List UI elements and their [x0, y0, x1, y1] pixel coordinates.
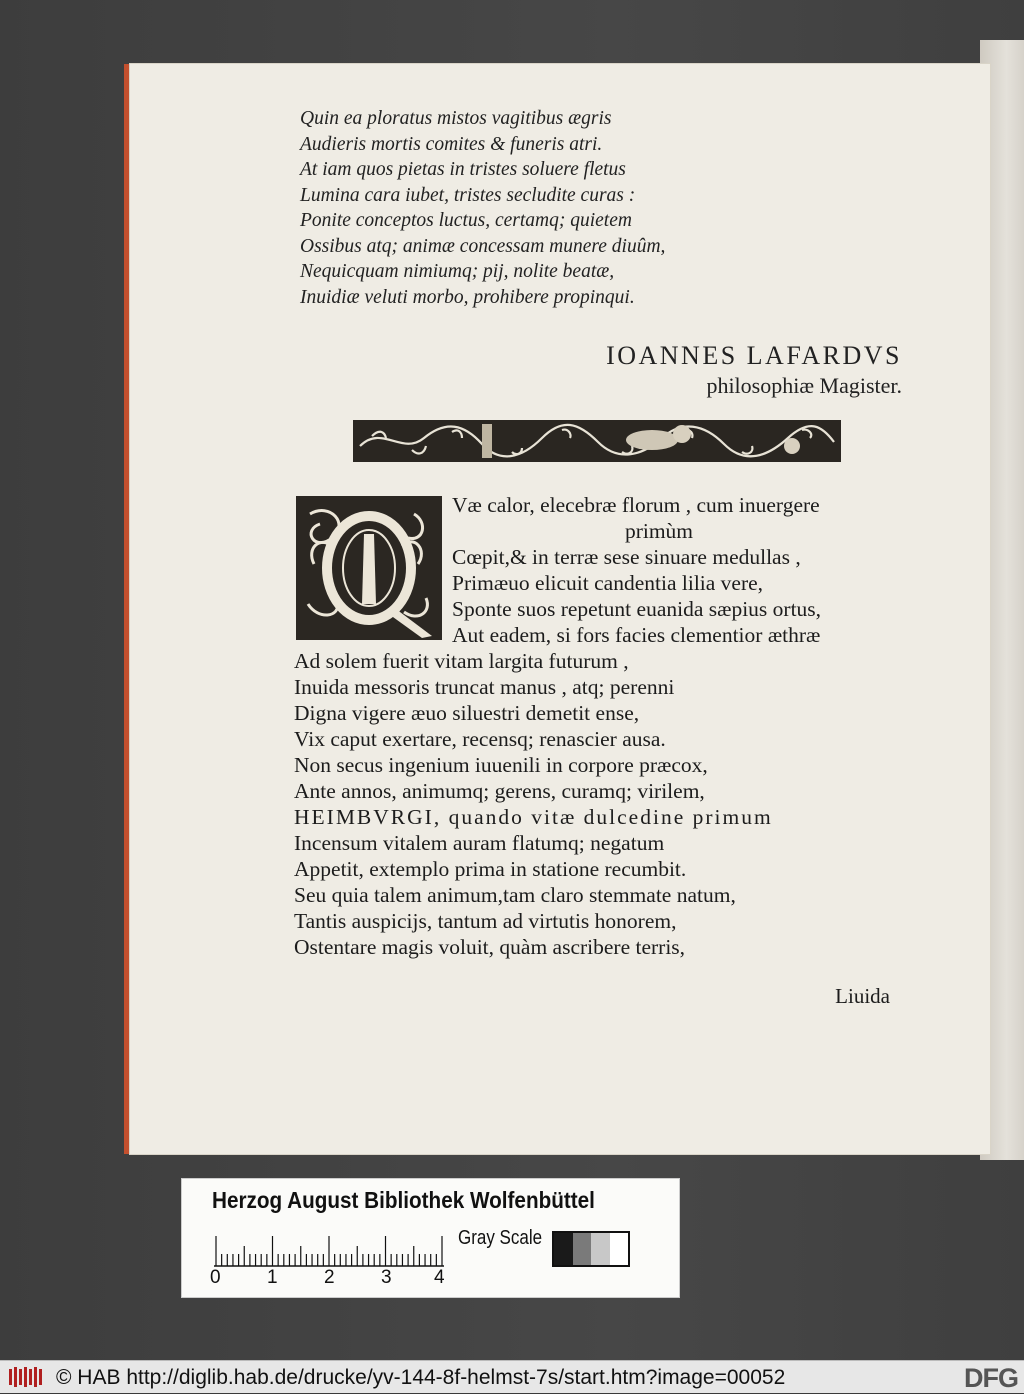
- body-line: Digna vigere æuo siluestri demetit ense,: [294, 701, 640, 725]
- gray-swatch: [610, 1233, 629, 1265]
- gray-swatch: [554, 1233, 573, 1265]
- source-url[interactable]: © HAB http://diglib.hab.de/drucke/yv-144-8f-helmst-7s/start.htm?image=00052: [56, 1366, 786, 1389]
- body-line: Inuida messoris truncat manus , atq; perenni: [294, 675, 675, 699]
- color-scale-card: [181, 1178, 680, 1298]
- body-line: Aut eadem, si fors facies clementior æthræ: [452, 623, 821, 647]
- poem-line: Audieris mortis comites & funeris atri.: [300, 133, 603, 155]
- gray-scale-swatches: [552, 1231, 630, 1267]
- catchword: Liuida: [835, 984, 890, 1008]
- italic-poem: [300, 106, 665, 310]
- body-line: Seu quia talem animum,tam claro stemmate natum,: [294, 883, 736, 907]
- ruler-number: 1: [267, 1267, 278, 1288]
- hab-logo-icon: [8, 1367, 46, 1387]
- author-title: philosophiæ Magister.: [706, 373, 902, 398]
- body-line: Ostentare magis voluit, quàm ascribere terris,: [294, 935, 686, 959]
- body-line: Non secus ingenium iuuenili in corpore præcox,: [294, 753, 708, 777]
- author-name: IOANNES LAFARDVS: [606, 341, 902, 370]
- poem-line: Inuidiæ veluti morbo, prohibere propinqui.: [300, 286, 635, 308]
- body-line: HEIMBVRGI, quando vitæ dulcedine primum: [294, 805, 773, 829]
- ruler-number: 0: [210, 1267, 221, 1288]
- poem-line: Quin ea ploratus mistos vagitibus ægris: [300, 108, 612, 129]
- ruler-number: 2: [324, 1267, 335, 1288]
- body-line: Ad solem fuerit vitam largita futurum ,: [294, 649, 629, 673]
- poem-line: At iam quos pietas in tristes soluere fletus: [300, 159, 626, 180]
- body-line: Sponte suos repetunt euanida sæpius ortus,: [452, 597, 822, 621]
- body-line: Vix caput exertare, recensq; renascier ausa.: [294, 727, 666, 751]
- body-line: Ante annos, animumq; gerens, curamq; virilem,: [294, 779, 705, 803]
- gray-scale-label: Gray Scale: [458, 1227, 543, 1249]
- body-line: Cœpit,& in terræ sese sinuare medullas ,: [452, 545, 801, 569]
- ruler-number: 3: [381, 1267, 392, 1288]
- ruler-icon: [214, 1227, 444, 1267]
- gray-swatch: [573, 1233, 592, 1265]
- body-poem: [294, 492, 904, 960]
- body-line: primùm: [624, 519, 694, 543]
- body-line: Appetit, extemplo prima in statione recumbit.: [294, 857, 687, 881]
- poem-line: Ponite conceptos luctus, certamq; quietem: [300, 210, 632, 231]
- poem-line: Nequicquam nimiumq; pij, nolite beatæ,: [300, 261, 615, 282]
- body-line: Væ calor, elecebræ florum , cum inuergere: [452, 493, 820, 517]
- body-line: Tantis auspicijs, tantum ad virtutis honorem,: [294, 909, 677, 933]
- footer-bar: [0, 1360, 1024, 1393]
- poem-line: Lumina cara iubet, tristes secludite curas :: [300, 184, 636, 206]
- body-line: Primæuo elicuit candentia lilia vere,: [452, 571, 764, 595]
- body-line: Incensum vitalem auram flatumq; negatum: [294, 831, 665, 855]
- dfg-logo: DFG: [964, 1363, 1018, 1393]
- poem-line: Ossibus atq; animæ concessam munere diuûm,: [300, 235, 666, 257]
- ruler-number: 4: [434, 1267, 445, 1288]
- library-name: Herzog August Bibliothek Wolfenbüttel: [212, 1187, 595, 1213]
- gray-swatch: [591, 1233, 610, 1265]
- book-page: [130, 64, 990, 1154]
- woodcut-headpiece-ornament: [352, 416, 842, 466]
- author-signature: [606, 340, 902, 400]
